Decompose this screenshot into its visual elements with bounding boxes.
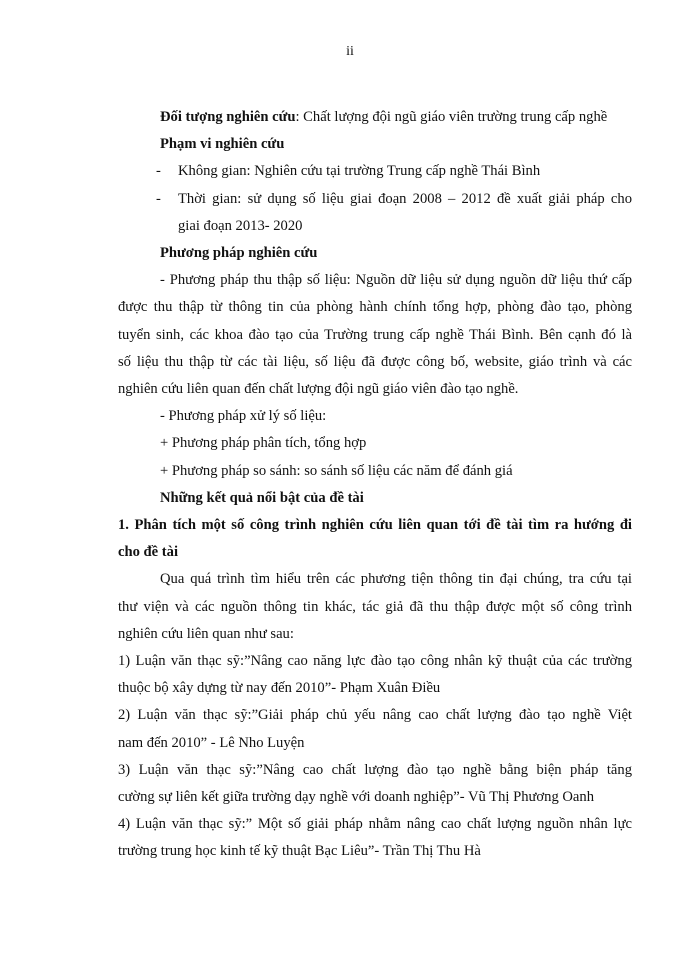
method-sub-item: + Phương pháp so sánh: so sánh số liệu các năm để đánh giá [160,462,513,479]
scope-item-continuation: giai đoạn 2013- 2020 [178,217,303,234]
section-1-title: 1. Phân tích một số công trình nghiên cứu liên quan tới đề tài tìm ra hướng đi [118,517,632,534]
intro-line: nghiên cứu liên quan như sau: [118,625,294,642]
method-heading: Phương pháp nghiên cứu [160,245,318,262]
page-number: ii [346,44,354,59]
research-object-label: Đối tượng nghiên cứu [160,109,296,125]
work-item-3-continuation: cường sự liên kết giữa trường dạy nghề với doanh nghiệp”- Vũ Thị Phương Oanh [118,789,594,806]
scope-item-time [118,186,632,213]
method-sub-item: + Phương pháp phân tích, tổng hợp [160,435,367,452]
intro-line: Qua quá trình tìm hiểu trên các phương tiện thông tin đại chúng, tra cứu tại [160,571,632,588]
scope-item-text: Thời gian: sử dụng số liệu giai đoạn 2008 – 2012 đề xuất giải pháp cho [178,190,632,207]
work-item-3: 3) Luận văn thạc sỹ:”Nâng cao chất lượng đào tạo nghề bằng biện pháp tăng [118,761,632,778]
work-item-2: 2) Luận văn thạc sỹ:”Giải pháp chủ yếu nâng cao chất lượng đào tạo nghề Việt [118,707,632,724]
research-object-text: : Chất lượng đội ngũ giáo viên trường trung cấp nghề [295,109,608,125]
bullet-dash: - [156,163,161,180]
scope-heading: Phạm vi nghiên cứu [160,136,285,153]
method-paragraph-line: số liệu thu thập từ các tài liệu, số liệu đã được công bố, website, giáo trình và các [118,353,632,370]
method-paragraph-line: nghiên cứu liên quan đến chất lượng đội ngũ giáo viên đào tạo nghề. [118,381,519,398]
work-item-4: 4) Luận văn thạc sỹ:” Một số giải pháp nhằm nâng cao chất lượng nguồn nhân lực [118,816,632,833]
work-item-2-continuation: nam đến 2010” - Lê Nho Luyện [118,734,305,751]
scope-item-text: Không gian: Nghiên cứu tại trường Trung cấp nghề Thái Bình [178,163,541,180]
work-item-4-continuation: trường trung học kinh tế kỹ thuật Bạc Liêu”- Trần Thị Thu Hà [118,843,481,860]
document-body [118,104,632,866]
results-heading: Những kết quả nổi bật của đề tài [160,489,364,506]
bullet-dash: - [156,190,161,207]
intro-line: thư viện và các nguồn thông tin khác, tác giả đã thu thập được một số công trình [118,598,632,615]
method-paragraph-line: tuyển sinh, các khoa đào tạo của Trường trung cấp nghề Thái Bình. Bên cạnh đó là [118,326,632,343]
method-paragraph-line: - Phương pháp thu thập số liệu: Nguồn dữ liệu sử dụng nguồn dữ liệu thứ cấp [160,272,632,289]
method-processing-line: - Phương pháp xử lý số liệu: [160,408,327,425]
work-item-1: 1) Luận văn thạc sỹ:”Nâng cao năng lực đào tạo công nhân kỹ thuật của các trường [118,653,632,670]
research-object-line [118,104,632,131]
scope-item-space [118,158,632,185]
section-1-title-continuation: cho đề tài [118,544,178,561]
method-paragraph-line: được thu thập từ thông tin của phòng hành chính tổng hợp, phòng đào tạo, phòng [118,299,632,316]
work-item-1-continuation: thuộc bộ xây dựng từ nay đến 2010”- Phạm Xuân Điều [118,680,441,697]
